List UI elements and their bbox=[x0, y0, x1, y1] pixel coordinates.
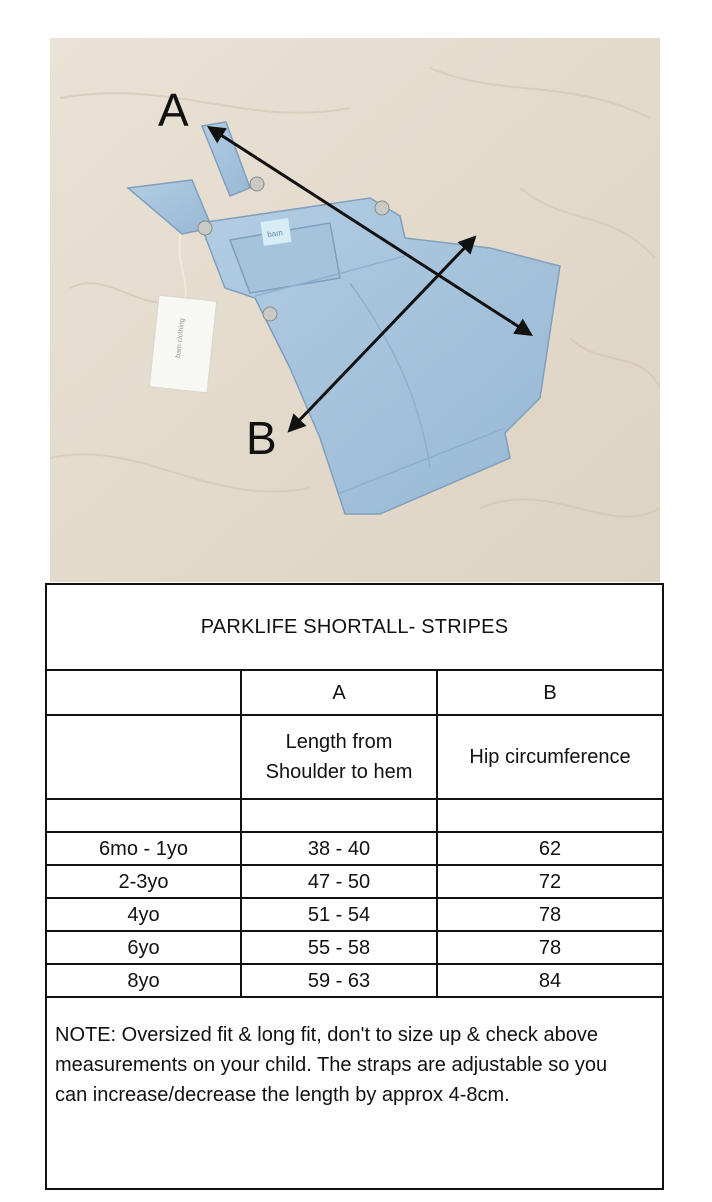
column-letter-row bbox=[46, 670, 663, 715]
column-a-header: A bbox=[241, 670, 437, 715]
size-cell: 6mo - 1yo bbox=[46, 832, 241, 865]
size-cell: 6yo bbox=[46, 931, 241, 964]
table-row bbox=[46, 898, 663, 931]
fit-note-line1: NOTE: Oversized fit & long fit, don't to size up & check above bbox=[55, 1024, 598, 1046]
hip-cell: 62 bbox=[437, 832, 663, 865]
marker-b: B bbox=[246, 412, 277, 464]
size-cell: 4yo bbox=[46, 898, 241, 931]
hang-tag-text: bam clothing bbox=[175, 317, 187, 359]
fit-note bbox=[46, 997, 663, 1189]
fit-note-line3: can increase/decrease the length by approx 4-8cm. bbox=[55, 1084, 510, 1106]
marker-a: A bbox=[158, 84, 189, 136]
hip-cell: 78 bbox=[437, 931, 663, 964]
hip-cell: 84 bbox=[437, 964, 663, 997]
size-cell: 2-3yo bbox=[46, 865, 241, 898]
column-description-row bbox=[46, 715, 663, 799]
size-chart-table bbox=[45, 583, 664, 1190]
column-a-description bbox=[241, 715, 437, 799]
column-b-description: Hip circumference bbox=[437, 715, 663, 799]
button-left bbox=[198, 221, 212, 235]
length-cell: 51 - 54 bbox=[241, 898, 437, 931]
product-photo bbox=[50, 38, 660, 582]
table-title: PARKLIFE SHORTALL- STRIPES bbox=[46, 584, 663, 670]
blank-row bbox=[46, 799, 663, 832]
note-row bbox=[46, 997, 663, 1189]
table-row bbox=[46, 832, 663, 865]
column-a-description-line2: Shoulder to hem bbox=[265, 761, 413, 783]
button-top bbox=[250, 177, 264, 191]
table-row bbox=[46, 964, 663, 997]
table-row bbox=[46, 865, 663, 898]
column-a-description-line1: Length from bbox=[285, 731, 393, 753]
table-row bbox=[46, 931, 663, 964]
length-cell: 38 - 40 bbox=[241, 832, 437, 865]
shortall-illustration bbox=[50, 38, 660, 582]
blank-cell bbox=[437, 799, 663, 832]
size-cell: 8yo bbox=[46, 964, 241, 997]
description-empty-cell bbox=[46, 715, 241, 799]
length-cell: 55 - 58 bbox=[241, 931, 437, 964]
button-right bbox=[375, 201, 389, 215]
header-empty-cell bbox=[46, 670, 241, 715]
button-side bbox=[263, 307, 277, 321]
title-row bbox=[46, 584, 663, 670]
pocket-label-text: bam bbox=[266, 228, 284, 240]
length-cell: 47 - 50 bbox=[241, 865, 437, 898]
fit-note-line2: measurements on your child. The straps are adjustable so you bbox=[55, 1054, 608, 1076]
hip-cell: 78 bbox=[437, 898, 663, 931]
blank-cell bbox=[241, 799, 437, 832]
hip-cell: 72 bbox=[437, 865, 663, 898]
column-b-header: B bbox=[437, 670, 663, 715]
blank-cell bbox=[46, 799, 241, 832]
length-cell: 59 - 63 bbox=[241, 964, 437, 997]
